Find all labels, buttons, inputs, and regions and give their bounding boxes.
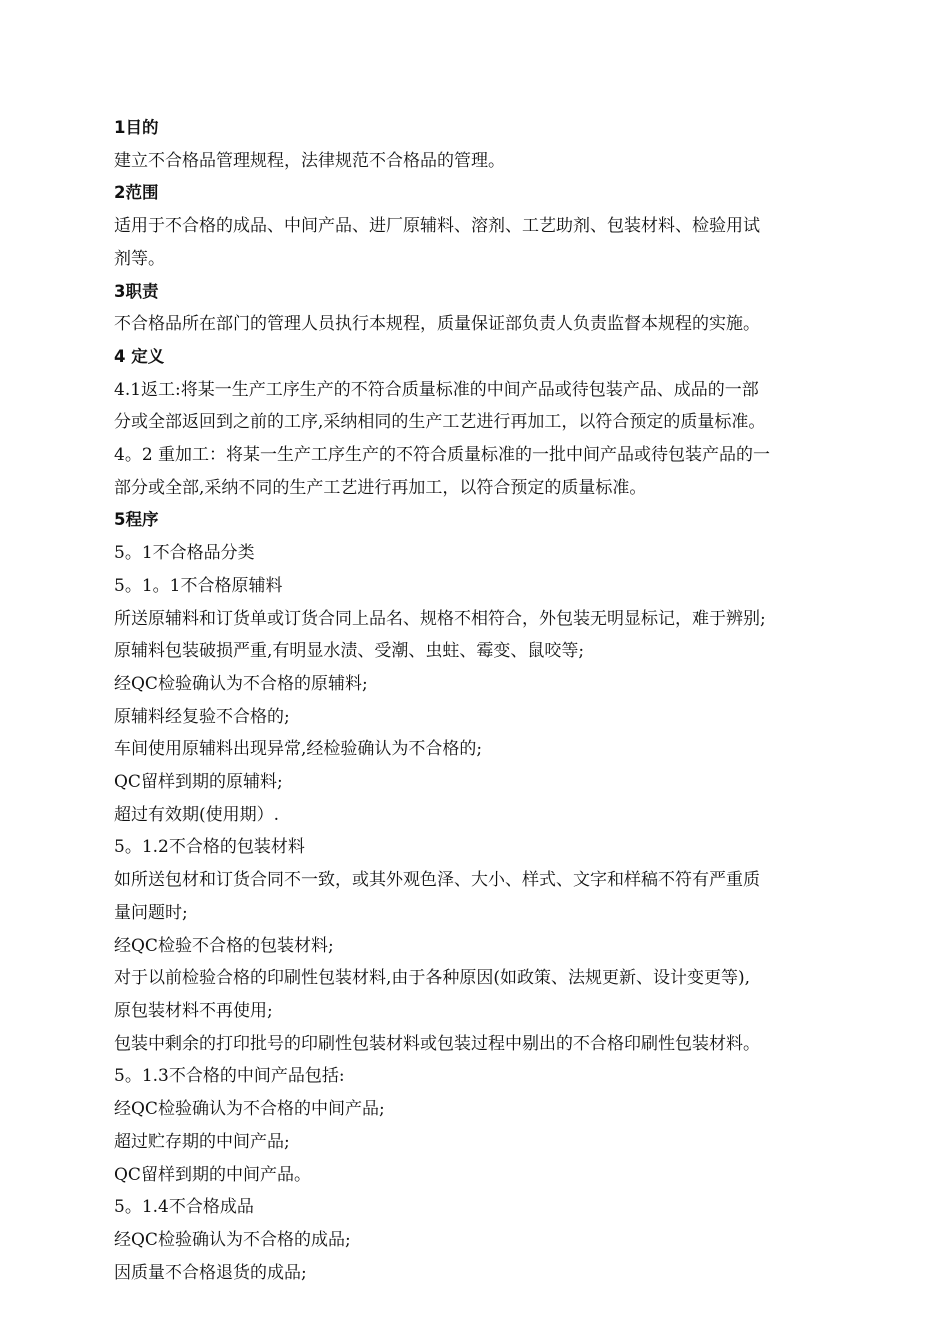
text-line: 5。1不合格品分类 bbox=[114, 543, 255, 564]
text-line: 经QC检验确认为不合格的中间产品; bbox=[114, 1099, 385, 1120]
text-line: 超过有效期(使用期）. bbox=[114, 804, 280, 825]
text-line: 因质量不合格退货的成品; bbox=[114, 1262, 307, 1283]
text-line: QC留样到期的中间产品。 bbox=[114, 1164, 311, 1185]
section-heading: 1目的 bbox=[114, 118, 159, 137]
text-line: 包装中剩余的打印批号的印刷性包装材料或包装过程中剔出的不合格印刷性包装材料。 bbox=[114, 1033, 760, 1054]
text-line: 经QC检验确认为不合格的原辅料; bbox=[114, 673, 368, 694]
text-line: 5。1.2不合格的包装材料 bbox=[114, 837, 305, 858]
text-line: 经QC检验不合格的包装材料; bbox=[114, 935, 334, 956]
text-line: 车间使用原辅料出现异常,经检验确认为不合格的; bbox=[114, 739, 483, 760]
text-line: 5。1。1不合格原辅料 bbox=[114, 575, 283, 596]
text-line: 建立不合格品管理规程，法律规范不合格品的管理。 bbox=[114, 150, 505, 171]
section-heading: 4 定义 bbox=[114, 346, 165, 366]
section-heading: 5程序 bbox=[114, 510, 159, 530]
text-line: 不合格品所在部门的管理人员执行本规程，质量保证部负责人负责监督本规程的实施。 bbox=[114, 314, 760, 335]
text-line: 如所送包材和订货合同不一致，或其外观色泽、大小、样式、文字和样稿不符有严重质 bbox=[114, 870, 760, 891]
document-body bbox=[114, 112, 864, 1289]
text-line: 经QC检验确认为不合格的成品; bbox=[114, 1229, 351, 1250]
text-line: 原辅料包装破损严重,有明显水渍、受潮、虫蛀、霉变、鼠咬等; bbox=[114, 641, 585, 662]
text-line: 部分或全部,采纳不同的生产工艺进行再加工，以符合预定的质量标准。 bbox=[114, 477, 647, 498]
text-line: 适用于不合格的成品、中间产品、进厂原辅料、溶剂、工艺助剂、包装材料、检验用试 bbox=[114, 216, 760, 237]
text-line: QC留样到期的原辅料; bbox=[114, 772, 283, 793]
text-line: 5。1.3不合格的中间产品包括: bbox=[114, 1066, 345, 1087]
text-line: 4。2 重加工：将某一生产工序生产的不符合质量标准的一批中间产品或待包装产品的一 bbox=[114, 445, 771, 466]
text-line: 分或全部返回到之前的工序,采纳相同的生产工艺进行再加工，以符合预定的质量标准。 bbox=[114, 412, 766, 433]
text-line: 原包装材料不再使用; bbox=[114, 1000, 273, 1021]
text-line: 所送原辅料和订货单或订货合同上品名、规格不相符合，外包装无明显标记，难于辨别; bbox=[114, 608, 766, 629]
text-line: 原辅料经复验不合格的; bbox=[114, 706, 290, 727]
section-heading: 3职责 bbox=[114, 281, 159, 301]
text-line: 5。1.4不合格成品 bbox=[114, 1197, 254, 1218]
text-line: 4.1返工:将某一生产工序生产的不符合质量标准的中间产品或待包装产品、成品的一部 bbox=[114, 379, 759, 400]
text-line: 对于以前检验合格的印刷性包装材料,由于各种原因(如政策、法规更新、设计变更等), bbox=[114, 968, 751, 989]
text-line: 量问题时; bbox=[114, 902, 188, 923]
text-line: 超过贮存期的中间产品; bbox=[114, 1131, 290, 1152]
section-heading: 2范围 bbox=[114, 183, 159, 203]
text-line: 剂等。 bbox=[114, 248, 165, 269]
